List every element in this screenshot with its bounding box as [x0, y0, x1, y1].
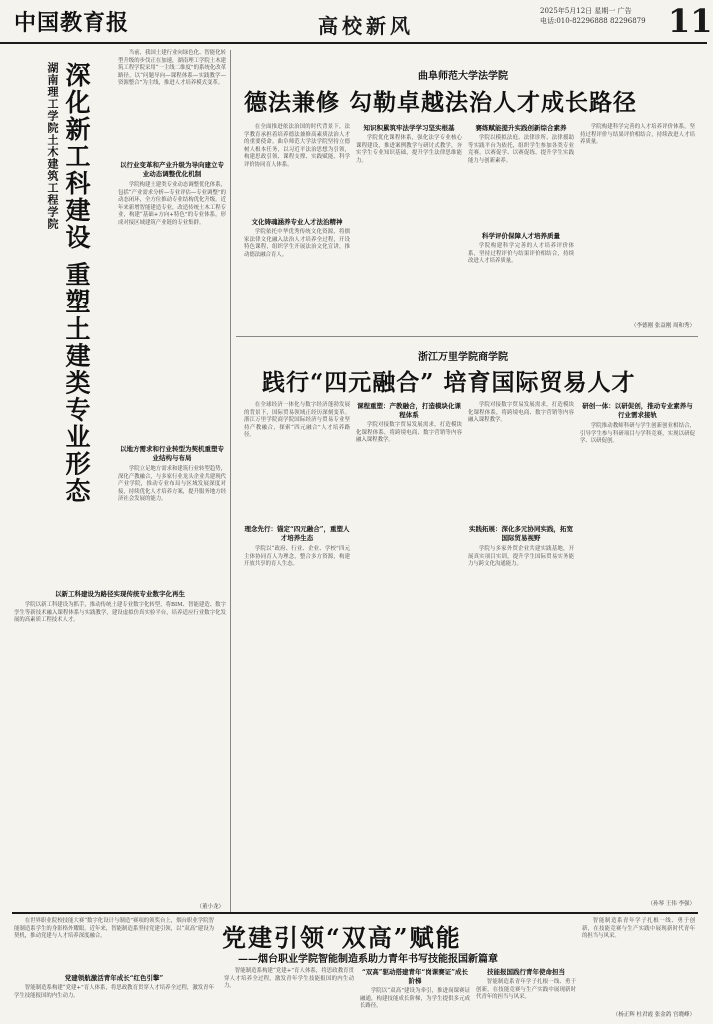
article4-subhead-2: “双高”驱动搭建青年“岗课赛证”成长阶梯 [362, 968, 468, 985]
article4-col1 [14, 918, 214, 1018]
article4-col3 [360, 968, 470, 1018]
article1-title: 深化新工科建设 重塑土建类专业形态 [62, 62, 91, 505]
article2-body-5b: 学院构建科学完善的人才培养评价体系，坚持过程评价与结果评价相结合，持续改进人才培养质量。 [580, 124, 695, 146]
article2-body-3: 学院优化课程体系，强化法学专业核心课程建设，推进案例教学与研讨式教学，夯实学生专业知识基础，提升学生法律思维能力。 [356, 135, 462, 164]
article2-body-4: 学院以模拟法庭、法律诊所、法律援助等实践平台为依托，组织学生参加各类专业竞赛，以赛促学、以赛促练，提升学生实践能力与创新素养。 [468, 135, 574, 164]
article4-body-1: 在世界职业院校技能大赛“数字化设计与制造”赛项的领奖台上，烟台职业学院智能制造系学生的身影格外耀眼。近年来，智能制造系坚持党建引领，以“双高”建设为契机，推动党建与人才培养深度融合。 [14, 918, 214, 940]
article4-title: 党建引领“双高”赋能 [222, 923, 462, 952]
article2-subhead-eval: 科学评价保障人才培养质量 [482, 232, 560, 240]
article2-byline: （李德刚 张益刚 周和秀） [631, 323, 695, 329]
article4-body-4b: 智能制造系青年学子扎根一线、勇于创新，在技能竞赛与生产实践中展现新时代青年的担当与风采。 [582, 918, 695, 940]
article3-subhead-concept: 理念先行：锚定“四元融合”，重塑人才培养生态 [244, 525, 350, 542]
section-title: 高校新风 [318, 14, 414, 38]
article2-col3 [468, 124, 574, 329]
article2-body-2: 学院依托中华优秀传统文化资源，将儒家法律文化融入法治人才培养全过程，开设特色课程，组织学生开展法治文化宣讲，推动德法融合育人。 [244, 229, 350, 258]
column-divider [230, 50, 231, 912]
article1-subhead-2: 以地方需求和行业转型为契机重塑专业结构与布局 [120, 445, 224, 462]
article3-byline: （孙琴 王伟 李强） [647, 901, 695, 907]
article4-byline: （杨正辉 杜君霞 张金鸽 宫晓峰） [612, 1012, 695, 1018]
newspaper-logo: 中国教育报 [14, 10, 130, 36]
article3-subhead-course: 课程重塑：产教融合，打造模块化课程体系 [357, 402, 461, 419]
article1-subhead-3: 以新工科建设为路径实现传统专业数字化再生 [55, 590, 185, 598]
article1-byline: （董小龙） [196, 904, 224, 910]
article1-body-2: 学院立足地方需求和建筑行业转型趋势，深化产教融合，与多家行业龙头企业共建现代产业学院，推动专业布局与区域发展深度对接，持续优化人才培养方案，提升服务地方经济社会发展的能力。 [118, 466, 226, 503]
article3-body-4: 学院与多家外贸企业共建实践基地，开展真实项目实训，提升学生国际贸易实务能力与跨文化沟通能力。 [468, 546, 574, 568]
article2-body-5: 学院构建科学完善的人才培养评价体系，坚持过程评价与结果评价相结合，持续改进人才培养质量。 [468, 243, 574, 265]
article1-intro: 当前，我国土建行业向绿色化、智能化转型升级的步伐正在加速，湖南理工学院土木建筑工程学院采用“一主线二维度”的系统化改革路径，以“问题导向—课程体系—实践教学—资源整合”为主线，推进人才培养模式变革。 [118, 50, 226, 87]
article3-col4 [580, 402, 695, 907]
article3-school: 浙江万里学院商学院 [418, 352, 508, 363]
article3-col1 [244, 402, 350, 907]
article2-col4 [580, 124, 695, 329]
article3-body-2: 学院以“政府、行业、企业、学校”四元主体协同育人为理念，整合多方资源，构建开放共享的育人生态。 [244, 546, 350, 568]
masthead [0, 0, 713, 44]
article2-col1 [244, 124, 350, 329]
article2-subhead-knowledge: 知识积累筑牢法学学习坚实根基 [363, 124, 455, 132]
phone-line: 电话:010-82296888 82296879 [540, 17, 646, 25]
section-divider [12, 912, 698, 914]
dateline [540, 6, 660, 26]
article3-subhead-practice: 实践拓展：深化多元协同实践，拓宽国际贸易视野 [469, 525, 573, 542]
article4-subtitle: ——烟台职业学院智能制造系助力青年书写技能报国新篇章 [238, 954, 498, 965]
article1-body-3: 学院以新工科建设为抓手，推动传统土建专业数字化转型，将BIM、智能建造、数字孪生等新技术融入课程体系与实践教学，建设虚拟仿真实验平台，培养适应行业数字化发展的高素质工程技术人才。 [14, 602, 226, 624]
article2-subhead-practice: 赛练赋能提升实践创新综合素养 [475, 124, 567, 132]
article4-body-2b: 智能制造系构建“党建+”育人体系，将思政教育贯穿人才培养全过程，激发青年学生技能报国的内生动力。 [224, 968, 354, 990]
article1-lower [14, 590, 226, 910]
article3-title: 践行“四元融合” 培育国际贸易人才 [262, 369, 636, 396]
article4-body-2: 智能制造系构建“党建+”育人体系，将思政教育贯穿人才培养全过程，激发青年学生技能报国的内生动力。 [14, 985, 214, 999]
article2-school: 曲阜师范大学法学院 [418, 71, 508, 82]
article4-col4 [476, 968, 576, 1018]
article3-body-3: 学院对接数字贸易发展需求，打造模块化课程体系，将跨境电商、数字营销等内容融入课程教学。 [356, 422, 462, 444]
article2-subhead-culture: 文化铸魂涵养专业人才法治精神 [251, 218, 343, 226]
article3-body-3b: 学院对接数字贸易发展需求，打造模块化课程体系，将跨境电商、数字营销等内容融入课程教学。 [468, 402, 574, 424]
article3-subhead-research: 研创一体：以研促创，推动专业素养与行业需求接轨 [582, 402, 693, 419]
article4-body-4: 智能制造系青年学子扎根一线、勇于创新，在技能竞赛与生产实践中展现新时代青年的担当与风采。 [476, 979, 576, 1001]
article2-title: 德法兼修 勾勒卓越法治人才成长路径 [244, 89, 638, 116]
article4-col2 [224, 968, 354, 1018]
article4-col5 [582, 918, 695, 1018]
article4-subhead-1: 党建领航激活青年成长“红色引擎” [64, 974, 164, 982]
page-number: 11 [668, 2, 713, 40]
article2-body-1: 在全面推进依法治国的时代背景下，法学教育承担着培养德法兼修高素质法治人才的重要使命。曲阜师范大学法学院坚持立德树人根本任务，以习近平法治思想为引领，构建思政引领、课程支撑、实践赋能、科学评价协同育人体系。 [244, 124, 350, 168]
article4-subhead-3: 技能报国践行青年使命担当 [487, 968, 565, 976]
date-line: 2025年5月12日 星期一 广告 [540, 7, 632, 15]
article3-body-1: 在全球经济一体化与数字经济蓬勃发展的背景下，国际贸易领域正经历深刻变革。浙江万里学院商学院国际经济与贸易专业坚持产教融合，探索“四元融合”人才培养路径。 [244, 402, 350, 439]
article4-body-3: 学院以“双高”建设为牵引，推进岗课赛证融通，构建技能成长阶梯，为学生提供多元成长路径。 [360, 988, 470, 1010]
article1-subhead-1: 以行业变革和产业升级为导向建立专业动态调整优化机制 [120, 161, 224, 178]
article3-col2 [356, 402, 462, 907]
article1-body-1: 学院构建土建类专业动态调整优化体系，包括“产业需求分析—专业评估—专业调整”的动态闭环，全方位推动专业结构优化升级。近年来新增智能建造专业，改造传统土木工程专业，构建“基础+方向+特色”的专业体系，形成对接区域建筑产业链的专业集群。 [118, 182, 226, 226]
article3-col3 [468, 402, 574, 907]
article3-body-5: 学院推动教师科研与学生创新创业相结合，引导学生参与科研项目与学科竞赛，实现以研促学、以研促创。 [580, 423, 695, 445]
article1-school: 湖南理工学院土木建筑工程学院 [46, 62, 59, 230]
article2-col2 [356, 124, 462, 329]
divider [236, 336, 698, 337]
